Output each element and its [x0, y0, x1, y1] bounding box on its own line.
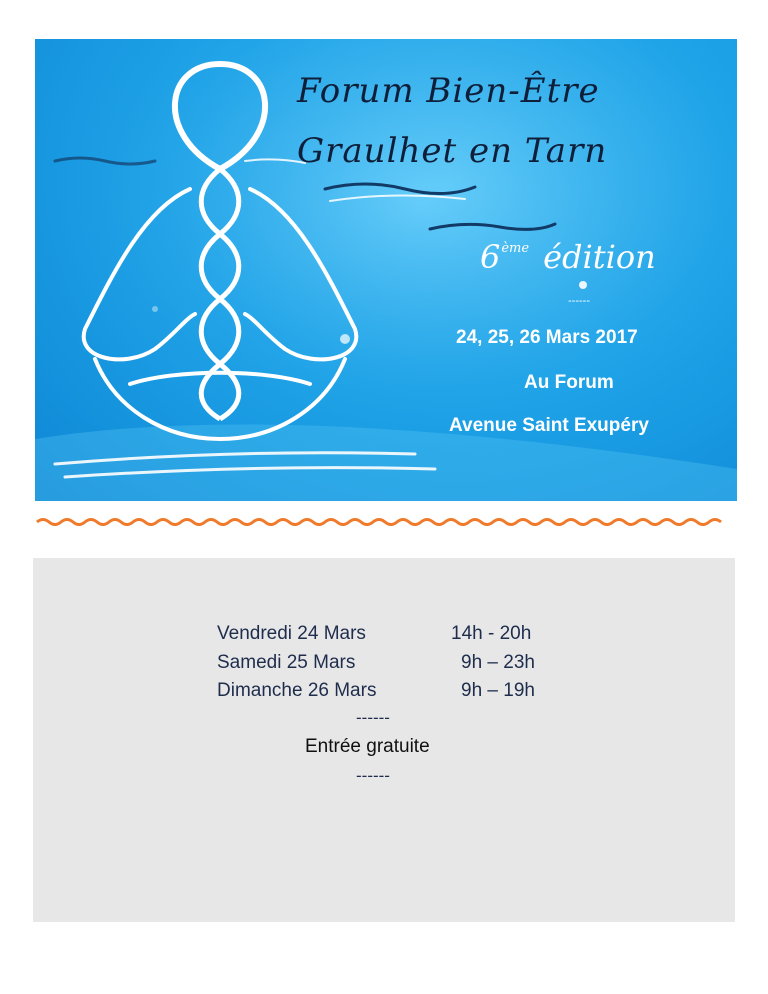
event-title-line-1: Forum Bien-Être	[297, 71, 600, 111]
schedule-hours-1: 14h - 20h	[451, 623, 532, 644]
orange-wave-divider	[35, 515, 729, 529]
schedule-hours-2: 9h – 23h	[461, 652, 535, 673]
event-title-line-2: Graulhet en Tarn	[297, 131, 608, 171]
schedule-day-3: Dimanche 26 Mars	[217, 680, 377, 701]
event-address: Avenue Saint Exupéry	[449, 415, 649, 436]
schedule-hours-3: 9h – 19h	[461, 680, 535, 701]
banner-separator: ------	[568, 295, 590, 307]
edition-superscript: ème	[501, 241, 530, 256]
schedule-panel	[33, 558, 735, 922]
edition-label	[480, 238, 656, 276]
edition-number: 6	[480, 238, 501, 276]
event-banner	[35, 39, 737, 501]
event-dates: 24, 25, 26 Mars 2017	[456, 327, 638, 348]
event-venue: Au Forum	[524, 372, 614, 393]
separator-top: ------	[356, 708, 390, 727]
separator-bottom: ------	[356, 766, 390, 785]
schedule-day-1: Vendredi 24 Mars	[217, 623, 366, 644]
edition-word: édition	[543, 238, 656, 276]
free-entry-text: Entrée gratuite	[305, 736, 430, 757]
schedule-day-2: Samedi 25 Mars	[217, 652, 356, 673]
